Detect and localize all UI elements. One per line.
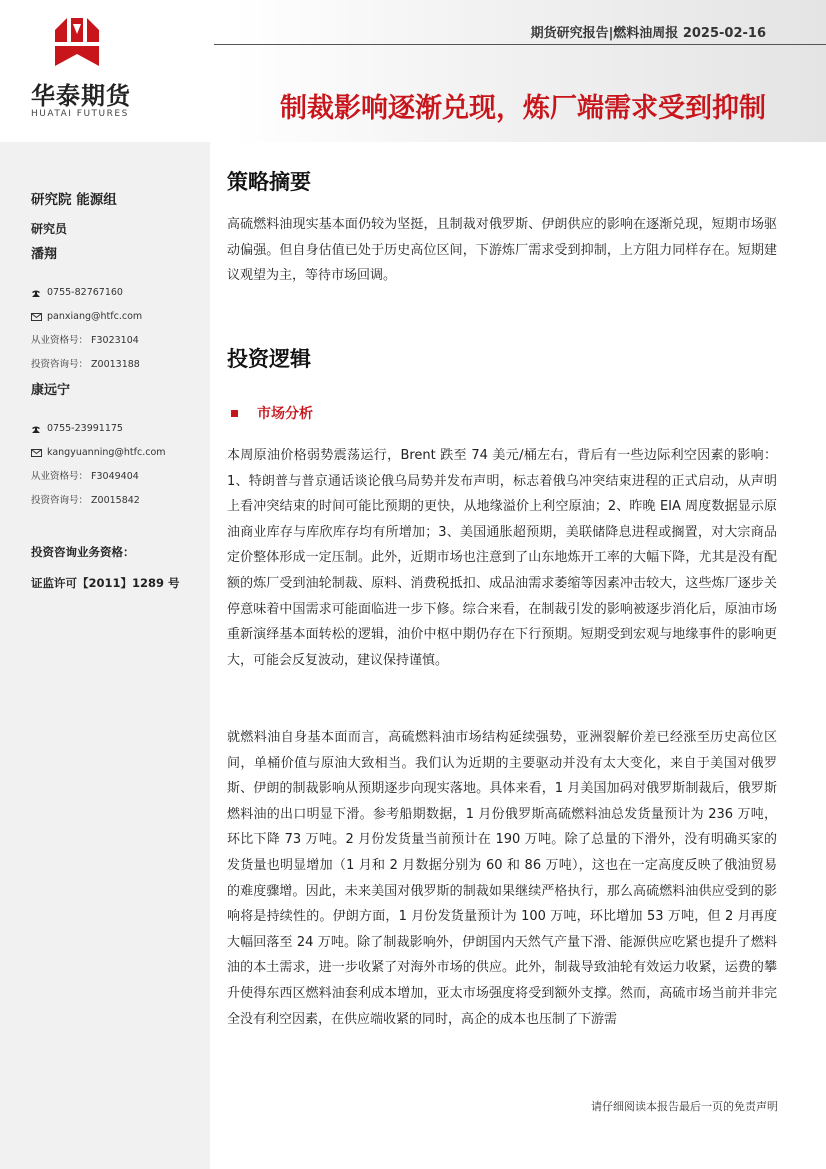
huatai-logo-icon bbox=[53, 16, 101, 68]
email-line bbox=[31, 441, 206, 465]
consult-number: 投资咨询号： Z0013188 bbox=[31, 359, 140, 370]
researcher-card bbox=[31, 247, 206, 377]
phone-number: 0755-23991175 bbox=[47, 423, 123, 434]
license-label: 投资咨询业务资格： bbox=[31, 545, 135, 559]
qualification-number: 从业资格号： F3049404 bbox=[31, 471, 139, 482]
summary-text: 高硫燃料油现实基本面仍较为坚挺，且制裁对俄罗斯、伊朗供应的影响在逐渐兑现，短期市场驱动偏强。但自身估值已处于历史高位区间，下游炼厂需求受到抑制，上方阻力同样存在。短期建议观望为主，等待市场回调。 bbox=[227, 217, 777, 284]
market-analysis-label: 市场分析 bbox=[257, 406, 313, 422]
license-number: 证监许可【2011】1289 号 bbox=[31, 576, 180, 590]
disclaimer-note: 请仔细阅读本报告最后一页的免责声明 bbox=[591, 1100, 778, 1113]
logo-chinese-name: 华泰期货 bbox=[31, 82, 131, 110]
researcher-card bbox=[31, 383, 206, 513]
report-title: 制裁影响逐渐兑现，炼厂端需求受到抑制 bbox=[280, 93, 766, 124]
qualification-number: 从业资格号： F3023104 bbox=[31, 335, 139, 346]
market-analysis-heading bbox=[231, 403, 313, 423]
summary-heading: 策略摘要 bbox=[227, 170, 311, 194]
email-line bbox=[31, 305, 206, 329]
researcher-name: 潘翔 bbox=[31, 247, 58, 262]
report-meta: 期货研究报告|燃料油周报 2025-02-16 bbox=[530, 26, 766, 41]
email-address[interactable]: panxiang@htfc.com bbox=[47, 311, 143, 322]
phone-icon bbox=[31, 285, 42, 301]
phone-icon bbox=[31, 421, 42, 437]
phone-line bbox=[31, 417, 206, 441]
logo-english-name: HUATAI FUTURES bbox=[31, 109, 129, 119]
envelope-icon bbox=[31, 309, 42, 325]
analysis-paragraph-2: 就燃料油自身基本面而言，高硫燃料油市场结构延续强势，亚洲裂解价差已经涨至历史高位区间，单桶价值与原油大致相当。我们认为近期的主要驱动并没有太大变化，来自于美国对俄罗斯、伊朗的制裁影响从预期逐步向现实落地。具体来看，1 月美国加码对俄罗斯制裁后，俄罗斯燃料油的出口明显下滑。参考船期数据，1 月份俄罗斯高硫燃料油总发货量预计为 236 万吨，环比下降 73 万吨。2 月份发货量当前预计在 190 万吨。除了总量的下滑外，没有明确买家的发货量也明显增加（1 月和 2 月数据分别为 60 和 86 万吨），这也在一定高度反映了俄油贸易的难度骤增。因此，未来美国对俄罗斯的制裁如果继续严格执行，那么高硫燃料油供应受到的影响将是持续性的。伊朗方面，1 月份发货量预计为 100 万吨，环比增加 53 万吨，但 2 月再度大幅回落至 24 万吨。除了制裁影响外，伊朗国内天然气产量下滑、能源供应吃紧也提升了燃料油的本土需求，进一步收紧了对海外市场的供应。此外，制裁导致油轮有效运力收紧，运费的攀升使得东西区燃料油套利成本增加，亚太市场强度将受到额外支撑。然而，高硫市场当前并非完全没有利空因素，在供应端收紧的同时，高企的成本也压制了下游需 bbox=[227, 730, 777, 1027]
phone-line bbox=[31, 281, 206, 305]
header-divider bbox=[214, 44, 826, 45]
researcher-name: 康远宁 bbox=[31, 383, 71, 398]
department: 研究院 能源组 bbox=[31, 192, 117, 208]
analysis-paragraph-1: 本周原油价格弱势震荡运行，Brent 跌至 74 美元/桶左右，背后有一些边际利空因素的影响：1、特朗普与普京通话谈论俄乌局势并发布声明，标志着俄乌冲突结束进程的正式启动，从声明上看冲突结束的时间可能比预期的更快，从地缘溢价上利空原油；2、昨晚 EIA 周度数据显示原油商业库存与库欣库存均有所增加；3、美国通胀超预期，美联储降息进程或搁置，对大宗商品定价整体形成一定压制。此外，近期市场也注意到了山东地炼开工率的大幅下降，尤其是没有配额的炼厂受到油轮制裁、原料、消费税抵扣、成品油需求萎缩等因素冲击较大，这些炼厂逐步关停意味着中国需求可能面临进一步下修。综合来看，在制裁引发的影响被逐步消化后，原油市场重新演绎基本面转松的逻辑，油价中枢中期仍存在下行预期。短期受到宏观与地缘事件的影响更大，可能会反复波动，建议保持谨慎。 bbox=[227, 448, 777, 668]
report-header bbox=[0, 0, 826, 142]
logic-heading: 投资逻辑 bbox=[227, 347, 311, 371]
envelope-icon bbox=[31, 445, 42, 461]
role-label: 研究员 bbox=[31, 222, 68, 236]
phone-number: 0755-82767160 bbox=[47, 287, 123, 298]
consult-number: 投资咨询号： Z0015842 bbox=[31, 495, 140, 506]
email-address[interactable]: kangyuanning@htfc.com bbox=[47, 447, 166, 458]
square-bullet-icon bbox=[231, 410, 238, 417]
